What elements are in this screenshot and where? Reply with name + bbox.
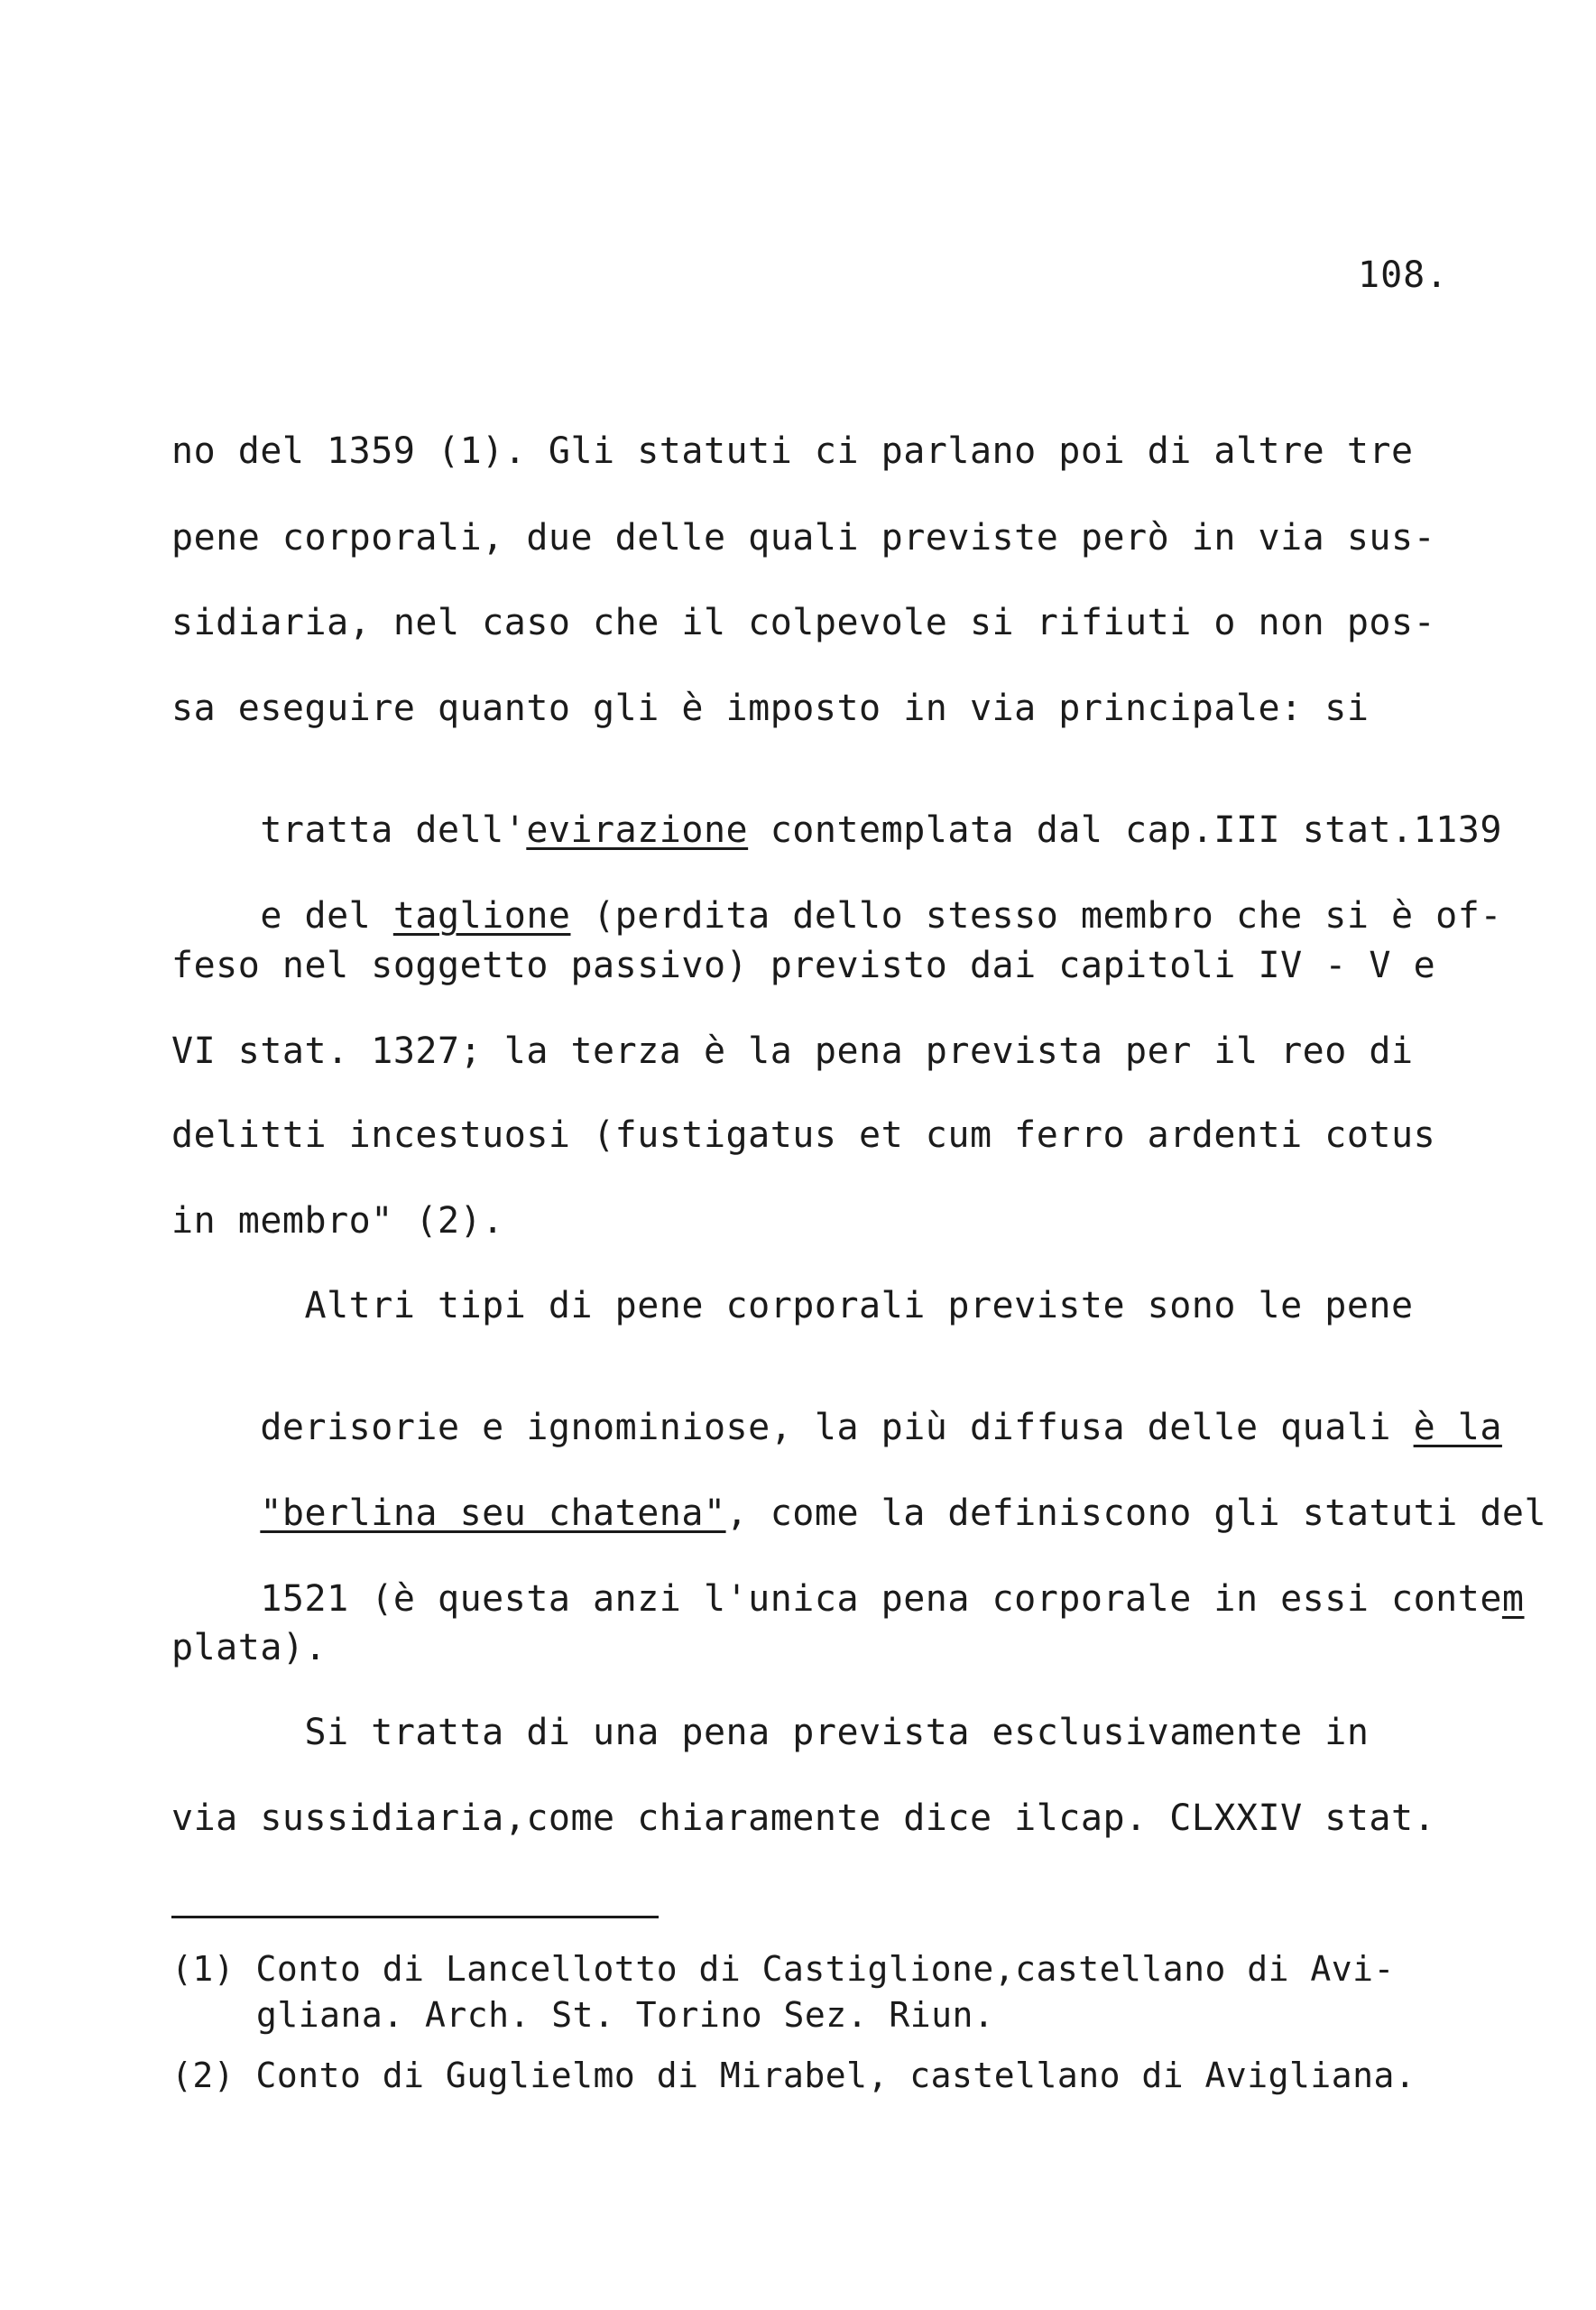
text-line: sa eseguire quanto gli è imposto in via principale: si xyxy=(171,688,1370,729)
text-line: feso nel soggetto passivo) previsto dai capitoli IV - V e xyxy=(171,945,1436,986)
text-line: Altri tipi di pene corporali previste sono le pene xyxy=(171,1285,1414,1326)
text-line: via sussidiaria,come chiaramente dice ilcap. CLXXIV stat. xyxy=(171,1797,1436,1839)
text-line: pene corporali, due delle quali previste però in via sus- xyxy=(171,517,1436,559)
footnote-1-continuation: gliana. Arch. St. Torino Sez. Riun. xyxy=(256,1995,995,2035)
footnote-divider xyxy=(171,1916,659,1918)
text-line: in membro" (2). xyxy=(171,1200,504,1242)
underlined-phrase: è la xyxy=(1413,1407,1502,1448)
text-span: (perdita dello stesso membro che si è of- xyxy=(570,895,1502,937)
text-line: sidiaria, nel caso che il colpevole si rifiuti o non pos- xyxy=(171,602,1436,643)
text-span: contemplata dal cap.III stat.1139 xyxy=(748,809,1502,851)
footnote-2: (2) Conto di Guglielmo di Mirabel, castellano di Avigliana. xyxy=(171,2056,1416,2095)
underlined-term-evirazione: evirazione xyxy=(526,809,749,851)
underlined-letter: m xyxy=(1501,1578,1525,1620)
text-span: derisorie e ignominiose, la più diffusa delle quali xyxy=(260,1407,1414,1448)
text-span: 1521 (è questa anzi l'unica pena corporale in essi conte xyxy=(260,1578,1502,1620)
text-span: e del xyxy=(260,895,393,937)
text-line: plata). xyxy=(171,1627,328,1668)
text-line: VI stat. 1327; la terza è la pena prevista per il reo di xyxy=(171,1030,1414,1072)
underlined-phrase-berlina: "berlina seu chatena" xyxy=(260,1492,726,1534)
text-line xyxy=(171,1545,1525,1653)
text-line: delitti incestuosi (fustigatus et cum ferro ardenti cotus xyxy=(171,1114,1436,1156)
underlined-term-taglione: taglione xyxy=(392,895,571,937)
footnote-1: (1) Conto di Lancellotto di Castiglione,castellano di Avi- xyxy=(171,1949,1395,1989)
text-line: Si tratta di una pena prevista esclusivamente in xyxy=(171,1712,1370,1753)
text-line: no del 1359 (1). Gli statuti ci parlano poi di altre tre xyxy=(171,430,1414,472)
text-span: , come la definiscono gli statuti del xyxy=(725,1492,1547,1534)
page-number: 108. xyxy=(1358,254,1449,296)
text-span: tratta dell' xyxy=(260,809,527,851)
